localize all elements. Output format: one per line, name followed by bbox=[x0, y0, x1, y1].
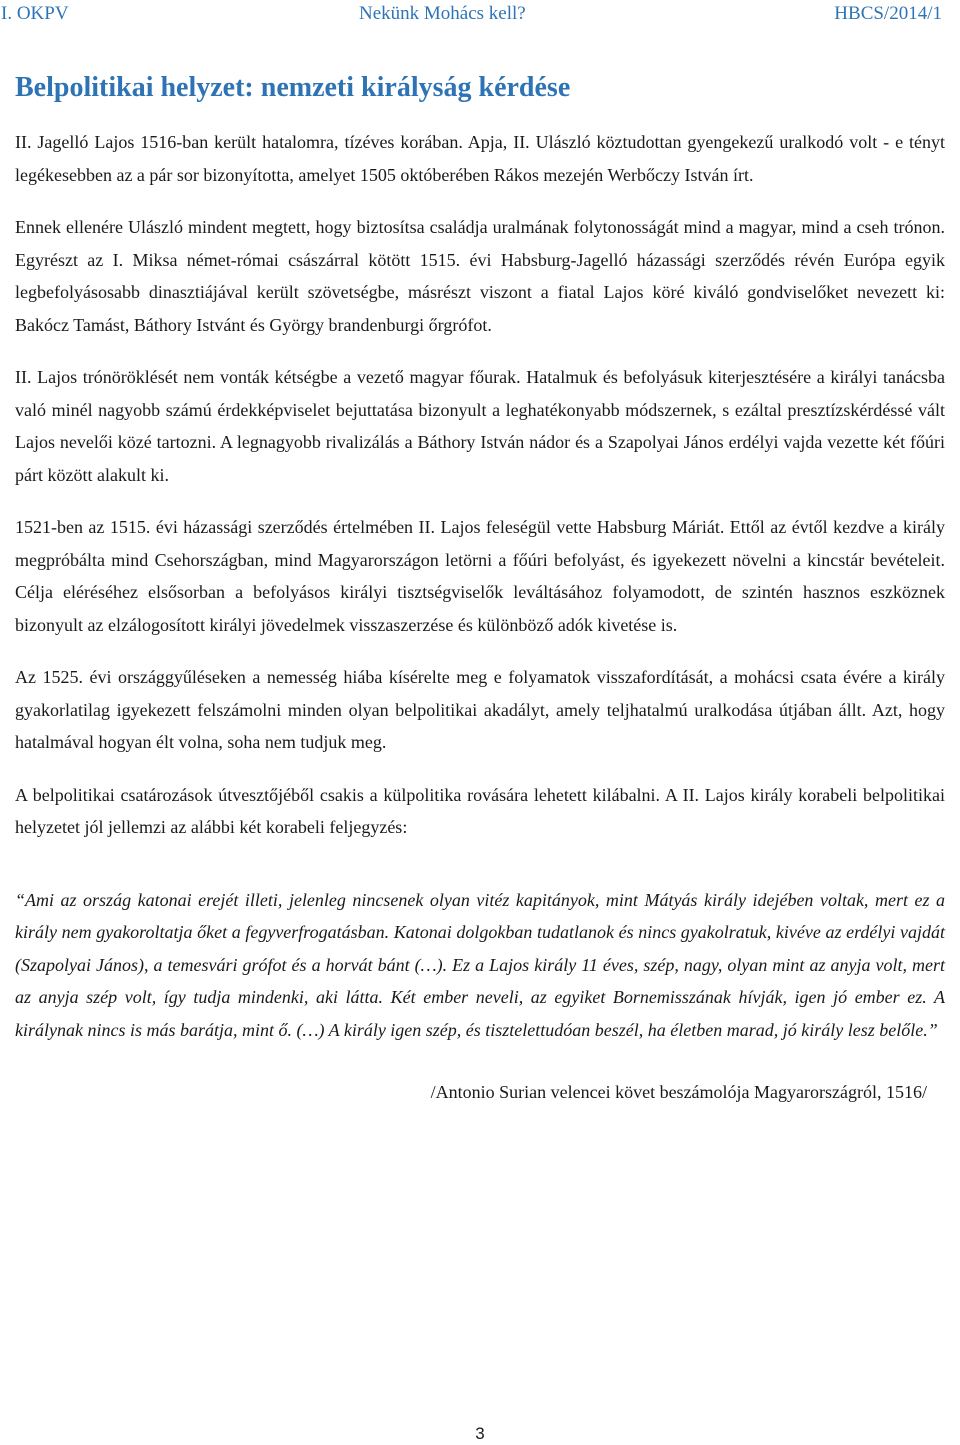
page-number: 3 bbox=[475, 1424, 485, 1443]
paragraph-4: 1521-ben az 1515. évi házassági szerződés értelmében II. Lajos feleségül vette Habsburg Máriát. Ettől az évtől kezdve a király megpróbálta mind Csehországban, mind Magyarországon letörni a főúri befolyást, és igyekezett növelni a kincstár bevételeit. Célja eléréséhez elsősorban a befolyásos királyi tisztségviselők leváltásához folyamodott, de szintén hasznos eszköznek bizonyult az elzálogosított királyi jövedelmek visszaszerzése és különböző adók kivetése is. bbox=[15, 517, 945, 635]
quote-source: /Antonio Surian velencei követ beszámolója Magyarországról, 1516/ bbox=[430, 1082, 927, 1102]
document-body bbox=[15, 126, 945, 1109]
paragraph-1: II. Jagelló Lajos 1516-ban került hatalomra, tízéves korában. Apja, II. Ulászló köztudottan gyengekezű uralkodó volt - e tényt legékesebben az a pár sor bizonyította, amelyet 1505 októberében Rákos mezején Werbőczy István írt. bbox=[15, 132, 945, 185]
paragraph-5: Az 1525. évi országgyűléseken a nemesség hiába kísérelte meg e folyamatok visszafordítását, a mohácsi csata évére a király gyakorlatilag igyekezett felszámolni minden olyan belpolitikai akadályt, amely teljhatalmú uralkodása útjában állt. Azt, hogy hatalmával hogyan élt volna, soha nem tudjuk meg. bbox=[15, 667, 945, 752]
header-left-text: I. OKPV bbox=[1, 3, 69, 24]
quote-block: “Ami az ország katonai erejét illeti, jelenleg nincsenek olyan vitéz kapitányok, mint Mátyás király idejében voltak, mert ez a király nem gyakoroltatja őket a fegyverfrogatásban. Katonai dolgokban tudatlanok és nincs gyakolratuk, kivéve az erdélyi vajdát (Szapolyai János), a temesvári grófot és a horvát bánt (…). Ez a Lajos király 11 éves, szép, nagy, olyan mint az anyja volt, mert az anyja szép volt, így tudja mindenki, aki látta. Két ember neveli, az egyiket Bornemisszának hívják, igen jó ember ez. A királynak nincs is más barátja, mint ő. (…) A király igen szép, és tisztelettudóan beszél, ha életben marad, jó király lesz belőle.” bbox=[15, 889, 945, 1040]
paragraph-2: Ennek ellenére Ulászló mindent megtett, hogy biztosítsa családja uralmának folytonosságát mind a magyar, mind a cseh trónon. Egyrészt az I. Miksa német-római császárral kötött 1515. évi Habsburg-Jagelló házassági szerződés révén Európa egyik legbefolyásosabb dinasztiájával került szövetségbe, másrészt viszont a fiatal Lajos köré kiváló gondviselőket nevezett ki: Bakócz Tamást, Báthory Istvánt és György brandenburgi őrgrófot. bbox=[15, 217, 945, 335]
page-header bbox=[0, 0, 960, 30]
page-title: Belpolitikai helyzet: nemzeti királyság kérdése bbox=[15, 72, 571, 103]
paragraph-3: II. Lajos trónöröklését nem vonták kétségbe a vezető magyar főurak. Hatalmuk és befolyásuk kiterjesztésére a királyi tanácsba való minél nagyobb számú érdekképviselet bejuttatása bizonyult a leghatékonyabb módszernek, s ezáltal presztízskérdéssé vált Lajos nevelői közé tartozni. A legnagyobb rivalizálás a Báthory István nádor és a Szapolyai János erdélyi vajda vezette két főúri párt között alakult ki. bbox=[15, 367, 945, 485]
header-center-text: Nekünk Mohács kell? bbox=[359, 3, 526, 24]
header-right-text: HBCS/2014/1 bbox=[834, 3, 942, 24]
paragraph-6: A belpolitikai csatározások útvesztőjéből csakis a külpolitika rovására lehetett kilábalni. A II. Lajos király korabeli belpolitikai helyzetet jól jellemzi az alábbi két korabeli feljegyzés: bbox=[15, 784, 945, 837]
